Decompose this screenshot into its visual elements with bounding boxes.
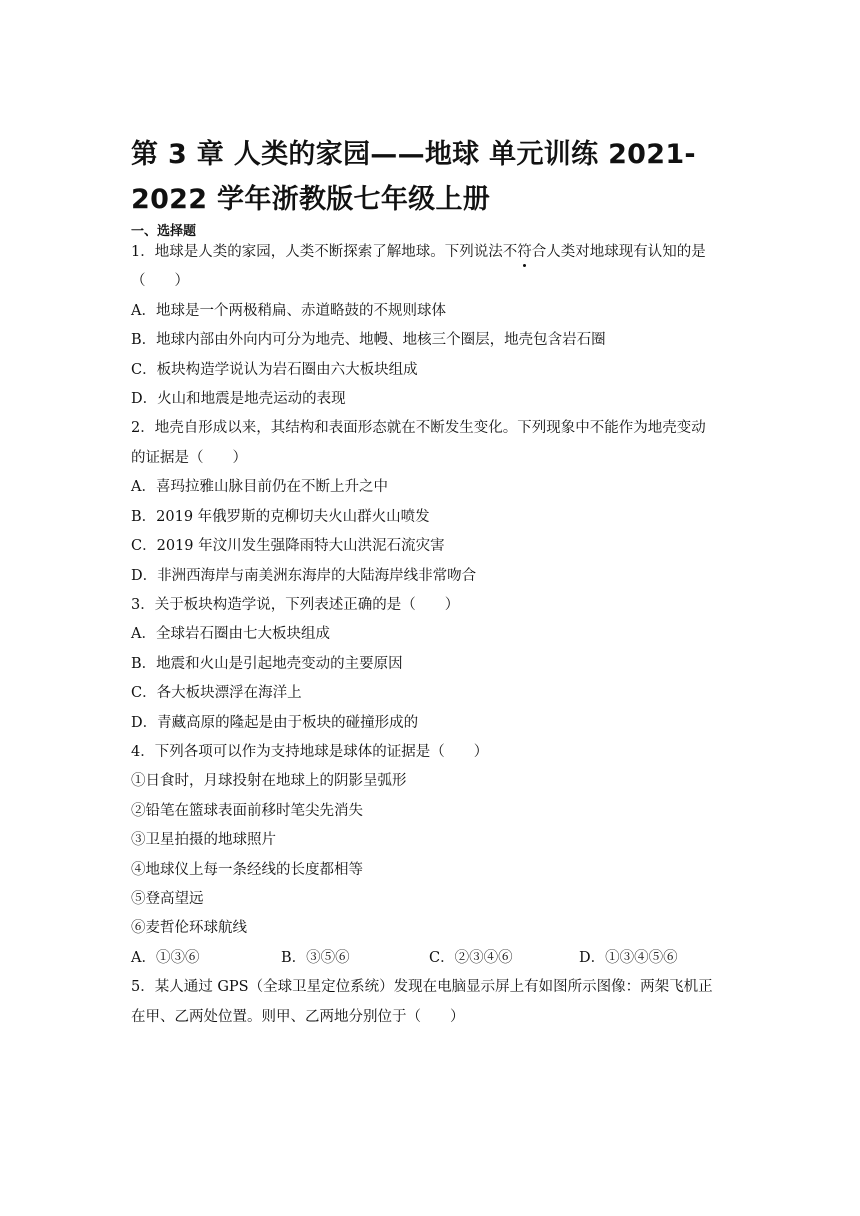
q4-item-3: ③卫星拍摄的地球照片 [131, 832, 276, 848]
q2-option-b: B．2019 年俄罗斯的克柳切夫火山群火山喷发 [131, 509, 430, 525]
q5-stem-line-1: 5．某人通过 GPS（全球卫星定位系统）发现在电脑显示屏上有如图所示图像：两架飞机正 [131, 979, 713, 995]
q1-stem-part-b: 人类对地球现有认知的是 [546, 244, 706, 260]
section-heading: 一、选择题 [131, 224, 197, 239]
q3-option-c: C．各大板块漂浮在海洋上 [131, 685, 302, 701]
q3-option-a: A．全球岩石圈由七大板块组成 [131, 626, 330, 642]
q1-answer-blank: （ ） [131, 273, 189, 289]
q4-item-6: ⑥麦哲伦环球航线 [131, 920, 247, 936]
q4-item-4: ④地球仪上每一条经线的长度都相等 [131, 862, 363, 878]
q4-stem: 4．下列各项可以作为支持地球是球体的证据是（ ） [131, 744, 489, 760]
document-title: 第 3 章 人类的家园——地球 单元训练 2021-2022 学年浙教版七年级上册 [131, 139, 696, 215]
q3-option-d: D．青藏高原的隆起是由于板块的碰撞形成的 [131, 715, 419, 731]
q4-item-5: ⑤登高望远 [131, 891, 204, 907]
q3-stem: 3．关于板块构造学说，下列表述正确的是（ ） [131, 597, 460, 613]
q4-option-d: D．①③④⑤⑥ [579, 950, 678, 966]
q4-item-1: ①日食时，月球投射在地球上的阴影呈弧形 [131, 773, 407, 789]
q1-stem-part-a: 1．地球是人类的家园，人类不断探索了解地球。下列说法 [131, 244, 503, 260]
q4-item-2: ②铅笔在篮球表面前移时笔尖先消失 [131, 803, 363, 819]
q1-stem [131, 242, 706, 262]
q4-option-c: C．②③④⑥ [429, 950, 513, 966]
q2-stem-line-2: 的证据是（ ） [131, 450, 247, 466]
q1-option-a: A．地球是一个两极稍扁、赤道略鼓的不规则球体 [131, 303, 446, 319]
q3-option-b: B．地震和火山是引起地壳变动的主要原因 [131, 656, 403, 672]
q4-option-a: A．①③⑥ [131, 950, 200, 966]
q2-option-d: D．非洲西海岸与南美洲东海岸的大陆海岸线非常吻合 [131, 568, 477, 584]
q1-stem-emphasis: 不符合 [502, 244, 547, 260]
q2-option-a: A．喜玛拉雅山脉目前仍在不断上升之中 [131, 479, 388, 495]
q1-option-d: D．火山和地震是地壳运动的表现 [131, 391, 346, 407]
q2-stem-line-1: 2．地壳自形成以来，其结构和表面形态就在不断发生变化。下列现象中不能作为地壳变动 [131, 420, 706, 436]
q2-option-c: C．2019 年汶川发生强降雨特大山洪泥石流灾害 [131, 538, 445, 554]
q1-option-c: C．板块构造学说认为岩石圈由六大板块组成 [131, 362, 418, 378]
q4-options-row [131, 948, 731, 968]
q5-stem-line-2: 在甲、乙两处位置。则甲、乙两地分别位于（ ） [131, 1009, 465, 1025]
q4-option-b: B．③⑤⑥ [281, 950, 350, 966]
q1-option-b: B．地球内部由外向内可分为地壳、地幔、地核三个圈层，地壳包含岩石圈 [131, 332, 606, 348]
